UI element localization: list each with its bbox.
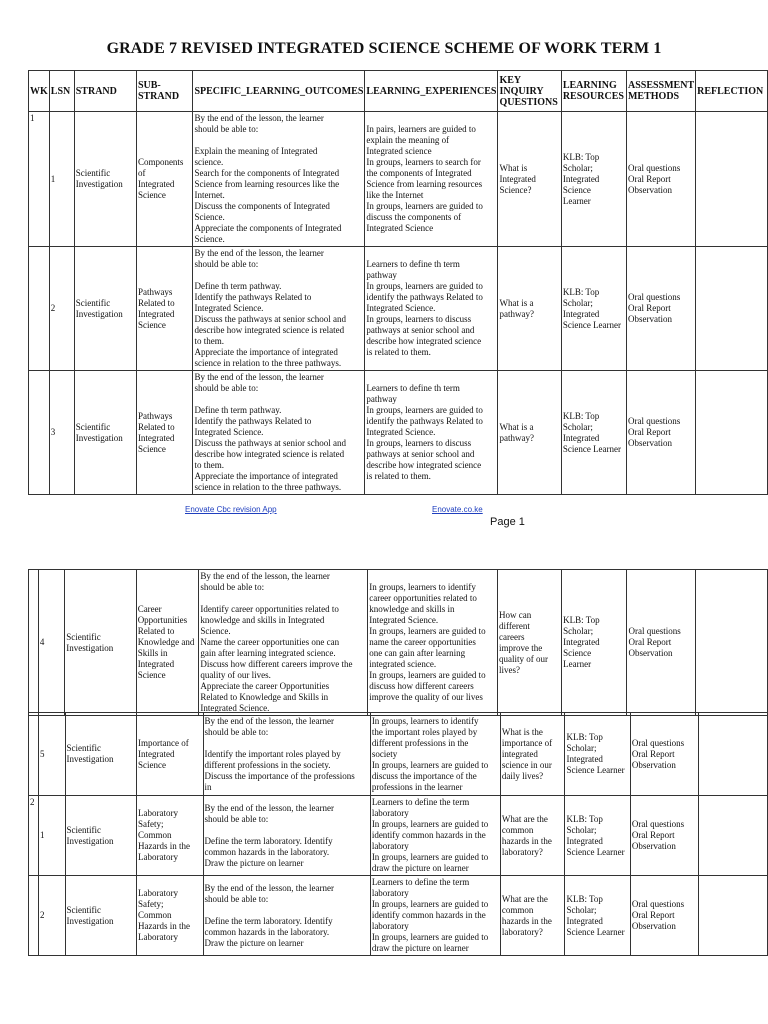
cell-strand: Scientific Investigation bbox=[65, 796, 137, 876]
table-row bbox=[29, 713, 768, 796]
cell-lsn: 5 bbox=[38, 713, 65, 796]
document-title: GRADE 7 REVISED INTEGRATED SCIENCE SCHEME OF WORK TERM 1 bbox=[106, 40, 662, 57]
cell-wk bbox=[29, 876, 39, 956]
cell-reflection bbox=[696, 112, 768, 247]
header-reflection: REFLECTION bbox=[696, 71, 768, 112]
cell-substrand: Career Opportunities Related to Knowledge and Skills in Integrated Science bbox=[136, 570, 199, 716]
cell-wk bbox=[29, 371, 50, 495]
header-strand: STRAND bbox=[74, 71, 136, 112]
cell-strand: Scientific Investigation bbox=[65, 713, 137, 796]
cell-reflection bbox=[695, 570, 767, 716]
cell-kiq: What is a pathway? bbox=[498, 371, 561, 495]
cell-slo: By the end of the lesson, the learner should be able to: Define th term pathway. Identify the pathways Related to Integrated Science. Discuss the pathways at senior school and describe how integrated science is related to them. Appreciate the importance of integrated science in relation to the three pathways. bbox=[193, 247, 365, 371]
cell-slo: By the end of the lesson, the learner should be able to: Identify career opportunities related to knowledge and skills in Integrated Science. Name the career opportunities one can gain after learning integrated science. Discuss how different careers improve the quality of our lives. Appreciate the career Opportunities Related to Knowledge and Skills in Integrated Science. bbox=[199, 570, 368, 716]
cell-am: Oral questions Oral Report Observation bbox=[626, 112, 695, 247]
scheme-table-page2a bbox=[28, 569, 768, 716]
header-am: ASSESSMENT METHODS bbox=[626, 71, 695, 112]
cell-wk: 1 bbox=[29, 112, 50, 247]
cell-le: Learners to define th term pathway In groups, learners are guided to identify the pathways Related to Integrated Science. In groups, learners to discuss pathways at senior school and describe how integrated science is related to them. bbox=[365, 371, 498, 495]
cell-strand: Scientific Investigation bbox=[65, 570, 136, 716]
cell-lr: KLB: Top Scholar; Integrated Science Learner bbox=[561, 247, 626, 371]
footer-app-link[interactable]: Enovate Cbc revision App bbox=[185, 505, 277, 514]
cell-lr: KLB: Top Scholar; Integrated Science Learner bbox=[562, 570, 627, 716]
cell-am: Oral questions Oral Report Observation bbox=[626, 371, 695, 495]
cell-reflection bbox=[696, 247, 768, 371]
cell-substrand: Importance of Integrated Science bbox=[137, 713, 204, 796]
page-number: Page 1 bbox=[490, 516, 525, 528]
cell-wk bbox=[29, 247, 50, 371]
cell-le: Learners to define the term laboratory In groups, learners are guided to identify common hazards in the laboratory In groups, learners are guided to draw the picture on learner bbox=[370, 876, 500, 956]
cell-lr: KLB: Top Scholar; Integrated Science Learner bbox=[565, 876, 630, 956]
cell-am: Oral questions Oral Report Observation bbox=[630, 876, 699, 956]
cell-kiq: What is Integrated Science? bbox=[498, 112, 561, 247]
table-row bbox=[29, 570, 768, 716]
header-wk: WK bbox=[29, 71, 50, 112]
cell-substrand: Laboratory Safety; Common Hazards in the Laboratory bbox=[137, 876, 204, 956]
header-kiq: KEY INQUIRY QUESTIONS bbox=[498, 71, 561, 112]
scheme-table-page1 bbox=[28, 70, 768, 495]
table-row bbox=[29, 876, 768, 956]
cell-slo: By the end of the lesson, the learner should be able to: Identify the important roles played by different professions in the society. Discuss the importance of the professions in bbox=[203, 713, 370, 796]
cell-substrand: Components of Integrated Science bbox=[136, 112, 193, 247]
table-row bbox=[29, 796, 768, 876]
cell-am: Oral questions Oral Report Observation bbox=[627, 570, 695, 716]
cell-am: Oral questions Oral Report Observation bbox=[626, 247, 695, 371]
cell-wk bbox=[29, 713, 39, 796]
cell-kiq: What is the importance of integrated science in our daily lives? bbox=[500, 713, 565, 796]
cell-am: Oral questions Oral Report Observation bbox=[630, 796, 699, 876]
table-row bbox=[29, 247, 768, 371]
cell-lsn: 3 bbox=[49, 371, 74, 495]
cell-lsn: 1 bbox=[38, 796, 65, 876]
cell-lr: KLB: Top Scholar; Integrated Science Learner bbox=[565, 713, 630, 796]
cell-slo: By the end of the lesson, the learner should be able to: Define the term laboratory. Identify common hazards in the laboratory. Draw the picture on learner bbox=[203, 796, 370, 876]
cell-lr: KLB: Top Scholar; Integrated Science Learner bbox=[561, 112, 626, 247]
cell-lr: KLB: Top Scholar; Integrated Science Learner bbox=[561, 371, 626, 495]
cell-am: Oral questions Oral Report Observation bbox=[630, 713, 699, 796]
cell-wk: 2 bbox=[29, 796, 39, 876]
cell-wk bbox=[29, 570, 39, 716]
cell-strand: Scientific Investigation bbox=[74, 112, 136, 247]
cell-le: In groups, learners to identify the important roles played by different professions in the society In groups, learners are guided to discuss the importance of the professions in the learner bbox=[370, 713, 500, 796]
cell-strand: Scientific Investigation bbox=[74, 371, 136, 495]
cell-lr: KLB: Top Scholar; Integrated Science Learner bbox=[565, 796, 630, 876]
cell-slo: By the end of the lesson, the learner should be able to: Define the term laboratory. Identify common hazards in the laboratory. Draw the picture on learner bbox=[203, 876, 370, 956]
header-lr: LEARNING RESOURCES bbox=[561, 71, 626, 112]
cell-reflection bbox=[699, 876, 768, 956]
header-le: LEARNING_EXPERIENCES bbox=[365, 71, 498, 112]
cell-lsn: 2 bbox=[38, 876, 65, 956]
table-row bbox=[29, 371, 768, 495]
cell-lsn: 1 bbox=[49, 112, 74, 247]
cell-slo: By the end of the lesson, the learner should be able to: Explain the meaning of Integrated science. Search for the components of Integrated Science from learning resources like the Internet. Discuss the components of Integrated Science. Appreciate the components of Integrated Science. bbox=[193, 112, 365, 247]
cell-le: Learners to define th term pathway In groups, learners are guided to identify the pathways Related to Integrated Science. In groups, learners to discuss pathways at senior school and describe how integrated science is related to them. bbox=[365, 247, 498, 371]
cell-kiq: What are the common hazards in the laboratory? bbox=[500, 876, 565, 956]
cell-reflection bbox=[699, 796, 768, 876]
cell-kiq: What is a pathway? bbox=[498, 247, 561, 371]
cell-lsn: 4 bbox=[38, 570, 64, 716]
cell-le: In groups, learners to identify career opportunities related to knowledge and skills in Integrated Science. In groups, learners are guided to name the career opportunities one can gain after learning integrated science. In groups, learners are guided to discuss how different careers improve the quality of our lives bbox=[368, 570, 498, 716]
footer-site-link[interactable]: Enovate.co.ke bbox=[432, 505, 483, 514]
scheme-table-page2b bbox=[28, 712, 768, 956]
cell-lsn: 2 bbox=[49, 247, 74, 371]
cell-strand: Scientific Investigation bbox=[65, 876, 137, 956]
cell-substrand: Pathways Related to Integrated Science bbox=[136, 247, 193, 371]
cell-slo: By the end of the lesson, the learner should be able to: Define th term pathway. Identify the pathways Related to Integrated Science. Discuss the pathways at senior school and describe how integrated science is related to them. Appreciate the importance of integrated science in relation to the three pathways. bbox=[193, 371, 365, 495]
cell-substrand: Pathways Related to Integrated Science bbox=[136, 371, 193, 495]
cell-strand: Scientific Investigation bbox=[74, 247, 136, 371]
cell-reflection bbox=[696, 371, 768, 495]
cell-kiq: What are the common hazards in the laboratory? bbox=[500, 796, 565, 876]
header-row bbox=[29, 71, 768, 112]
cell-reflection bbox=[699, 713, 768, 796]
cell-kiq: How can different careers improve the quality of our lives? bbox=[498, 570, 562, 716]
cell-substrand: Laboratory Safety; Common Hazards in the Laboratory bbox=[137, 796, 204, 876]
cell-le: Learners to define the term laboratory In groups, learners are guided to identify common hazards in the laboratory In groups, learners are guided to draw the picture on learner bbox=[370, 796, 500, 876]
cell-le: In pairs, learners are guided to explain the meaning of Integrated science In groups, learners to search for the components of Integrated Science from learning resources like the Internet In groups, learners are guided to discuss the components of Integrated Science bbox=[365, 112, 498, 247]
header-lsn: LSN bbox=[49, 71, 74, 112]
header-substrand: SUB- STRAND bbox=[136, 71, 193, 112]
table-row bbox=[29, 112, 768, 247]
header-slo: SPECIFIC_LEARNING_OUTCOMES bbox=[193, 71, 365, 112]
